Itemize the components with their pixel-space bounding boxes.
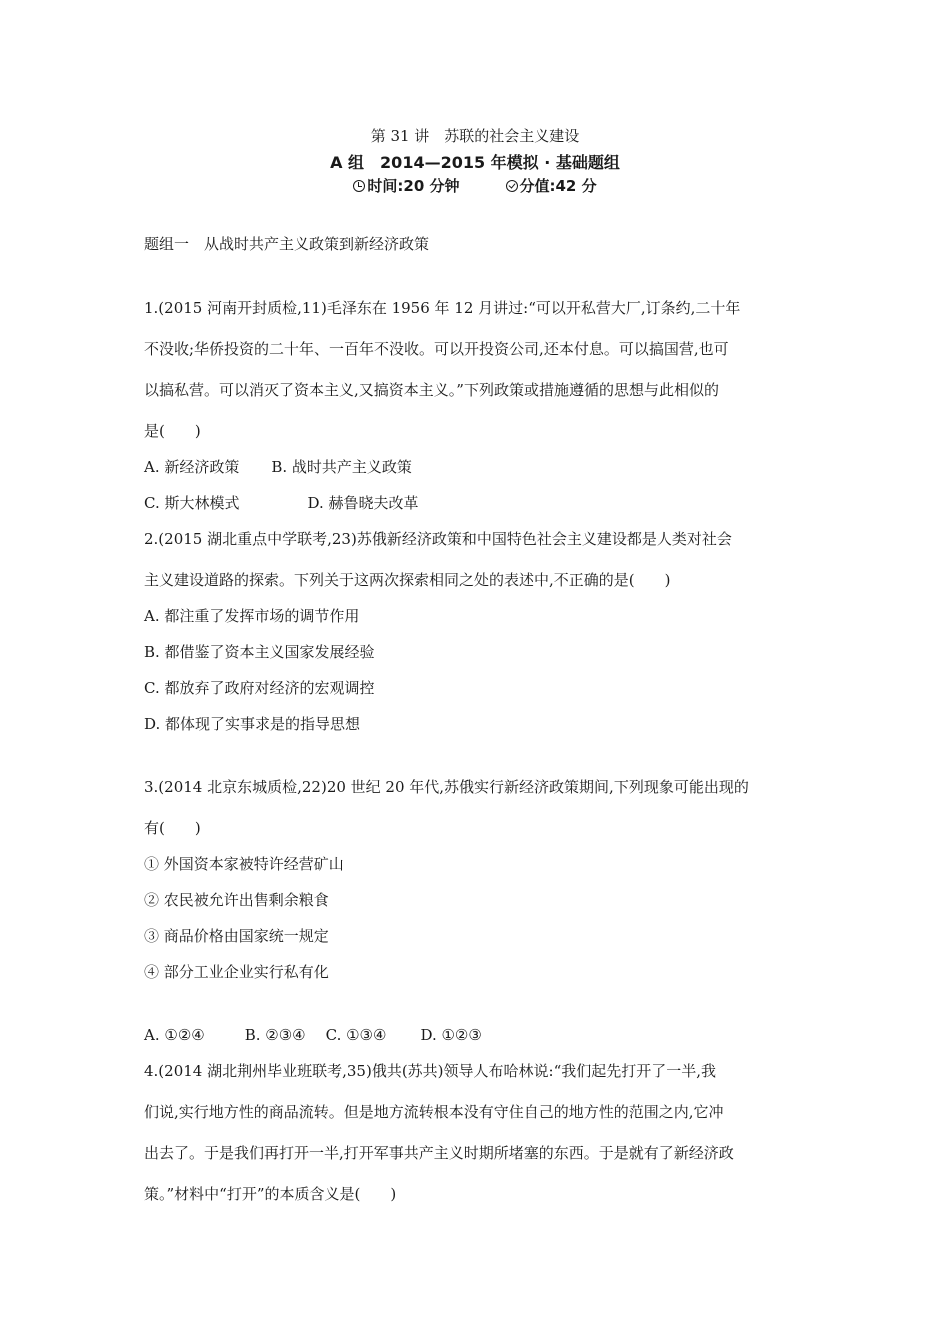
q3-option-a: A. ①②④ [144, 1026, 205, 1044]
q1-option-d: D. 赫鲁晓夫改革 [307, 494, 419, 512]
q1-line-1: 1.(2015 河南开封质检,11)毛泽东在 1956 年 12 月讲过:“可以开私营大厂,订条约,二十年 [144, 299, 741, 317]
time-limit: 时间:20 分钟 [367, 177, 460, 195]
q2-line-1: 2.(2015 湖北重点中学联考,23)苏俄新经济政策和中国特色社会主义建设都是人类对社会 [144, 530, 732, 548]
q2-option-d: D. 都体现了实事求是的指导思想 [144, 715, 361, 733]
q1-option-c: C. 斯大林模式 [144, 494, 240, 512]
q3-options-row [144, 1024, 824, 1046]
q3-option-c: C. ①③④ [325, 1026, 387, 1044]
q4-line-1: 4.(2014 湖北荆州毕业班联考,35)俄共(苏共)领导人布哈林说:“我们起先打开了一半,我 [144, 1062, 717, 1080]
q1-option-a: A. 新经济政策 [144, 458, 240, 476]
q3-option-d: D. ①②③ [420, 1026, 482, 1044]
q3-item-4: ④ 部分工业企业实行私有化 [144, 963, 329, 981]
clock-icon [353, 180, 365, 192]
group-title: A 组 2014—2015 年模拟 · 基础题组 [330, 153, 620, 172]
q2-option-b: B. 都借鉴了资本主义国家发展经验 [144, 643, 375, 661]
q2-line-2: 主义建设道路的探索。下列关于这两次探索相同之处的表述中,不正确的是( ) [144, 571, 671, 589]
q1-option-b: B. 战时共产主义政策 [271, 458, 412, 476]
score-total: 分值:42 分 [519, 177, 597, 195]
q1-line-3: 以搞私营。可以消灭了资本主义,又搞资本主义。”下列政策或措施遵循的思想与此相似的 [144, 381, 719, 399]
exam-meta [0, 176, 950, 196]
q3-line-2: 有( ) [144, 819, 201, 837]
q3-item-1: ① 外国资本家被特许经营矿山 [144, 855, 344, 873]
q3-item-2: ② 农民被允许出售剩余粮食 [144, 891, 329, 909]
lesson-title: 第 31 讲 苏联的社会主义建设 [370, 127, 580, 145]
q4-line-3: 出去了。于是我们再打开一半,打开军事共产主义时期所堵塞的东西。于是就有了新经济政 [144, 1144, 734, 1162]
q2-option-a: A. 都注重了发挥市场的调节作用 [144, 607, 360, 625]
check-icon [506, 180, 518, 192]
q3-line-1: 3.(2014 北京东城质检,22)20 世纪 20 年代,苏俄实行新经济政策期间,下列现象可能出现的 [144, 778, 749, 796]
section-title: 题组一 从战时共产主义政策到新经济政策 [144, 235, 430, 253]
q1-options-row-2 [144, 492, 824, 514]
q2-option-c: C. 都放弃了政府对经济的宏观调控 [144, 679, 375, 697]
q1-line-4: 是( ) [144, 422, 201, 440]
q3-option-b: B. ②③④ [244, 1026, 306, 1044]
q1-line-2: 不没收;华侨投资的二十年、一百年不没收。可以开投资公司,还本付息。可以搞国营,也可 [144, 340, 729, 358]
q4-line-2: 们说,实行地方性的商品流转。但是地方流转根本没有守住自己的地方性的范围之内,它冲 [144, 1103, 724, 1121]
q1-options-row-1 [144, 456, 824, 478]
q4-line-4: 策。”材料中“打开”的本质含义是( ) [144, 1185, 397, 1203]
q3-item-3: ③ 商品价格由国家统一规定 [144, 927, 329, 945]
